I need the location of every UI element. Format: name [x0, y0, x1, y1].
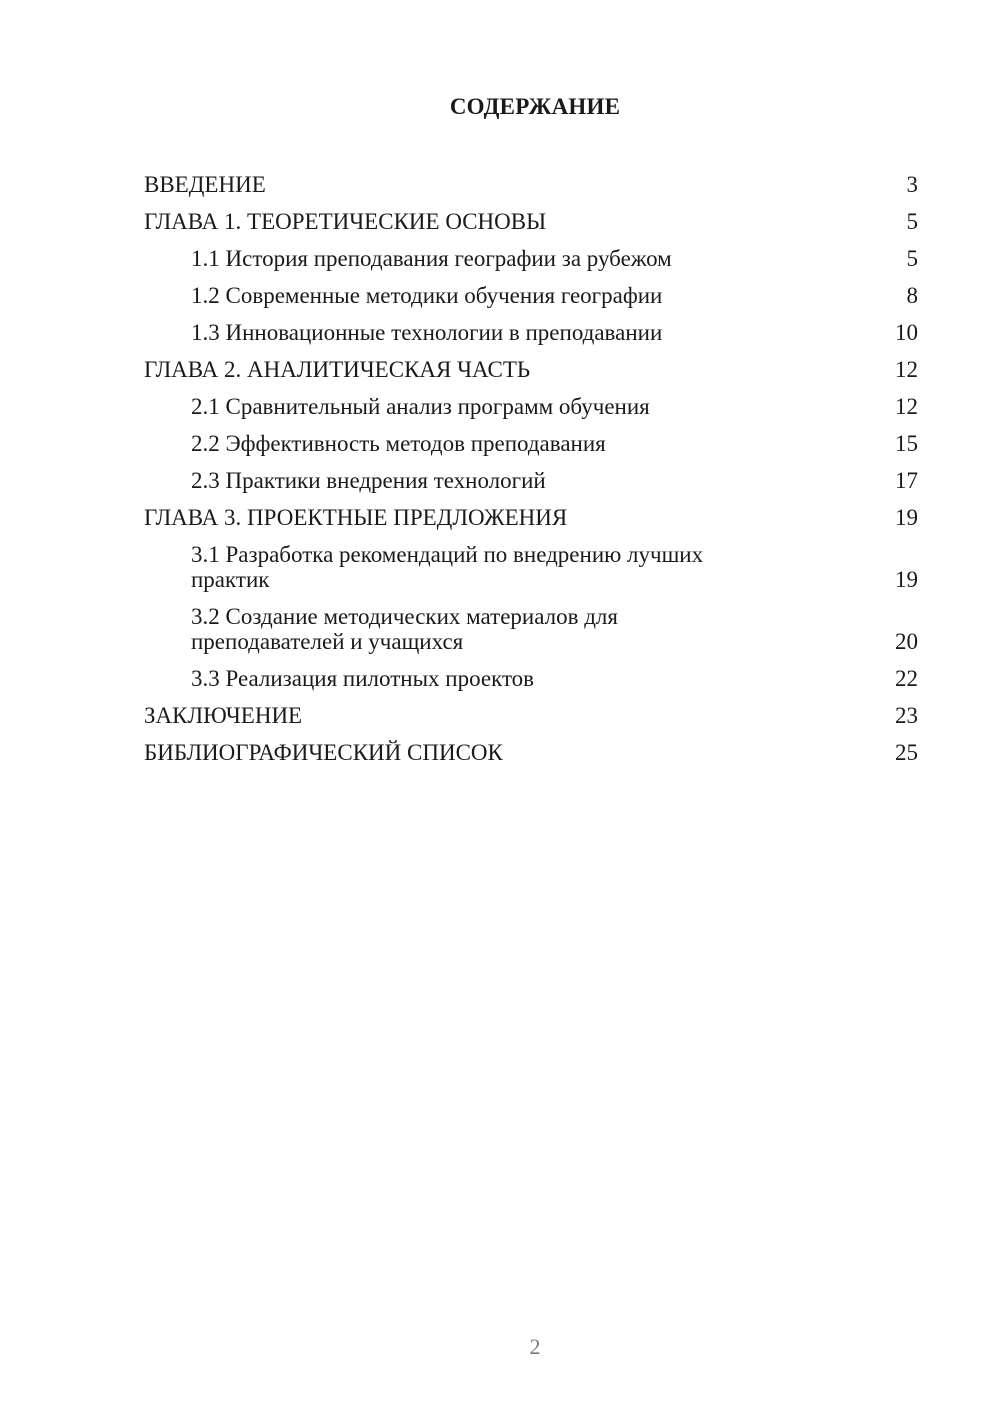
toc-entry-page: 25	[895, 740, 918, 765]
toc-entry-chapter-3[interactable]	[144, 500, 918, 537]
toc-entry-section-2-3[interactable]	[144, 463, 918, 500]
page-number: 2	[529, 1334, 541, 1359]
toc-entry-section-3-1[interactable]	[144, 537, 918, 599]
toc-entry-page: 5	[906, 209, 918, 234]
toc-entry-section-2-2[interactable]	[144, 426, 918, 463]
toc-entry-page: 12	[895, 357, 918, 382]
toc-entry-text: ГЛАВА 2. АНАЛИТИЧЕСКАЯ ЧАСТЬ	[144, 357, 531, 382]
toc-entry-bibliography[interactable]	[144, 735, 918, 772]
toc-entry-text: 1.1 История преподавания географии за рубежом	[191, 246, 672, 271]
toc-entry-text: ВВЕДЕНИЕ	[144, 172, 266, 197]
toc-entry-text: 2.1 Сравнительный анализ программ обучения	[191, 394, 650, 419]
toc-entry-page: 19	[895, 505, 918, 530]
toc-entry-text: ГЛАВА 3. ПРОЕКТНЫЕ ПРЕДЛОЖЕНИЯ	[144, 505, 568, 530]
toc-entry-text: 3.3 Реализация пилотных проектов	[191, 666, 535, 691]
toc-entry-page: 8	[906, 283, 918, 308]
toc-entry-introduction[interactable]	[144, 167, 918, 204]
toc-entry-page: 10	[895, 320, 918, 345]
toc-entry-page: 20	[895, 629, 918, 654]
toc-entry-chapter-1[interactable]	[144, 204, 918, 241]
toc-entry-page: 17	[895, 468, 918, 493]
page-title: СОДЕРЖАНИЕ	[449, 94, 621, 119]
toc-entry-page: 22	[895, 666, 918, 691]
toc-entry-page: 12	[895, 394, 918, 419]
toc-entry-page: 19	[895, 567, 918, 592]
toc-entry-section-1-3[interactable]	[144, 315, 918, 352]
toc-entry-section-2-1[interactable]	[144, 389, 918, 426]
toc-entry-chapter-2[interactable]	[144, 352, 918, 389]
toc-entry-page: 23	[895, 703, 918, 728]
toc-entry-text: 3.1 Разработка рекомендаций по внедрению лучших практик	[191, 542, 704, 592]
toc-entry-section-3-2[interactable]	[144, 599, 918, 661]
toc-entry-section-1-2[interactable]	[144, 278, 918, 315]
toc-entry-text: 2.2 Эффективность методов преподавания	[191, 431, 606, 456]
toc-entry-text: ЗАКЛЮЧЕНИЕ	[144, 703, 303, 728]
toc-entry-section-1-1[interactable]	[144, 241, 918, 278]
toc-entry-text: 3.2 Создание методических материалов для преподавателей и учащихся	[191, 604, 618, 654]
toc-entry-text: ГЛАВА 1. ТЕОРЕТИЧЕСКИЕ ОСНОВЫ	[144, 209, 547, 234]
table-of-contents	[144, 167, 918, 772]
toc-entry-text: 1.2 Современные методики обучения географии	[191, 283, 663, 308]
toc-entry-page: 15	[895, 431, 918, 456]
toc-entry-conclusion[interactable]	[144, 698, 918, 735]
toc-entry-page: 3	[906, 172, 918, 197]
toc-entry-page: 5	[906, 246, 918, 271]
toc-entry-text: БИБЛИОГРАФИЧЕСКИЙ СПИСОК	[144, 740, 503, 765]
toc-entry-text: 1.3 Инновационные технологии в преподавании	[191, 320, 663, 345]
toc-entry-section-3-3[interactable]	[144, 661, 918, 698]
toc-entry-text: 2.3 Практики внедрения технологий	[191, 468, 546, 493]
